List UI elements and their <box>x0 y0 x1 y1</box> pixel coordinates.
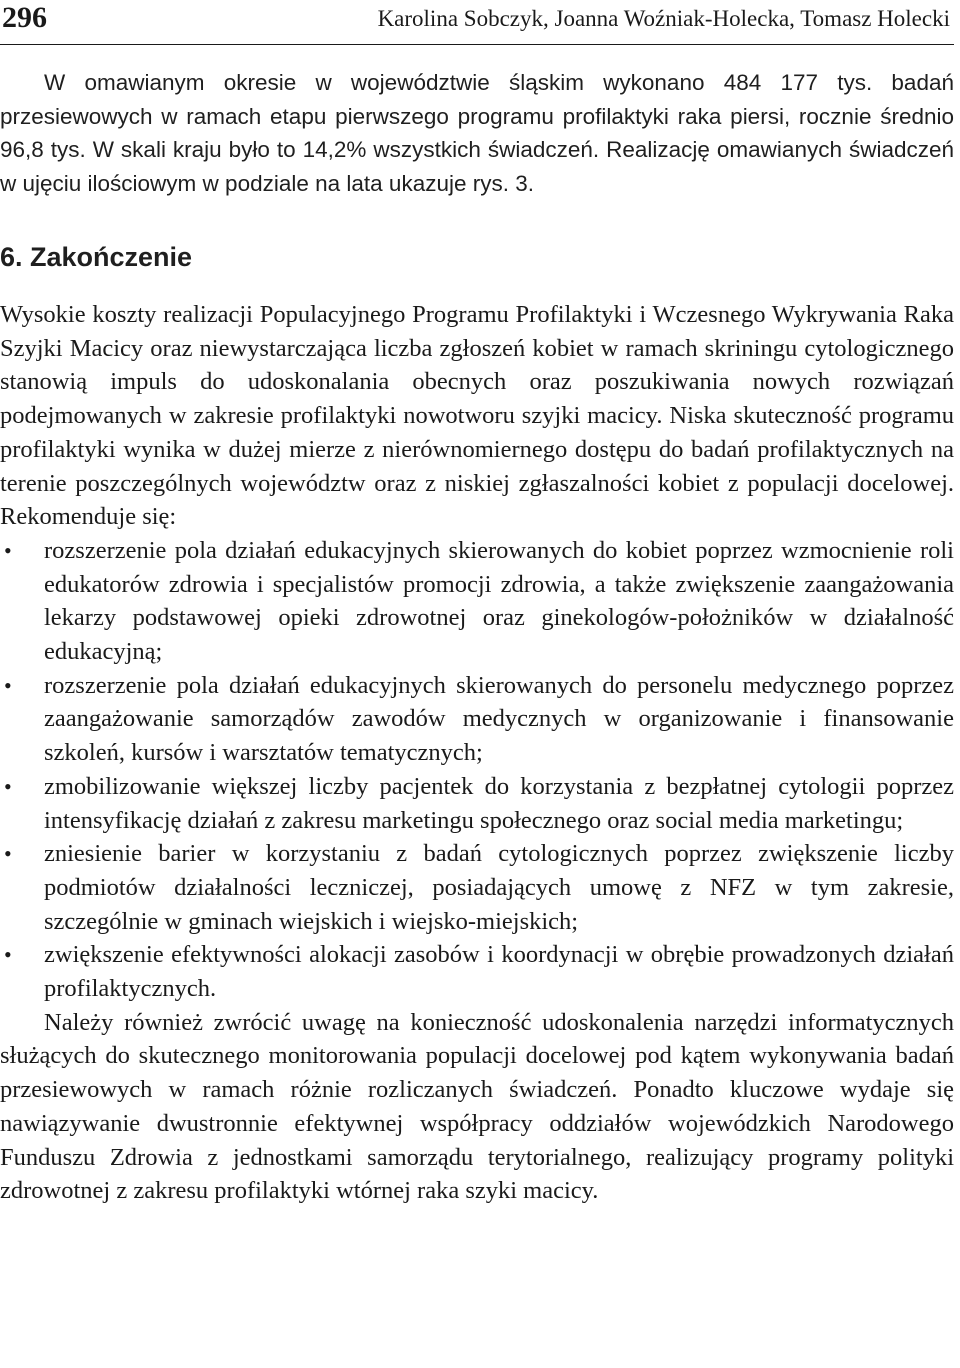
list-item <box>0 837 954 938</box>
conclusion-paragraph-2: Należy również zwrócić uwagę na konieczność udoskonalenia narzędzi informatycznych służących do skutecznego monitorowania populacji docelowej pod kątem wykonywania badań przesiewowych w ramach różnie rozliczanych świadczeń. Ponadto kluczowe wydaje się nawiązywanie dwustronnie efektywnej współpracy oddziałów wojewódzkich Narodowego Funduszu Zdrowia z jednostkami samorządu terytorialnego, realizujący programy polityki zdrowotnej z zakresu profilaktyki wtórnej raka szyki macicy. <box>0 1008 954 1205</box>
section-heading: 6. Zakończenie <box>0 242 193 272</box>
list-item <box>0 770 954 837</box>
bullet-icon: • <box>4 537 12 563</box>
conclusion-paragraph-1: Wysokie koszty realizacji Populacyjnego Programu Profilaktyki i Wczesnego Wykrywania Raka Szyjki Macicy oraz niewystarczająca liczba zgłoszeń kobiet w ramach skriningu cytologicznego stanowią impuls do udoskonalania obecnych oraz poszukiwania nowych rozwiązań podejmowanych w zakresie profilaktyki nowotworu szyjki macicy. Niska skuteczność programu profilaktyki wynika w dużej mierze z nierównomiernego dostępu do badań profilaktycznych na terenie poszczególnych województw oraz z niskiej zgłaszalności kobiet z populacji docelowej. Rekomenduje się: <box>0 301 954 531</box>
list-item <box>0 534 954 669</box>
list-item-text: zwiększenie efektywności alokacji zasobów i koordynacji w obrębie prowadzonych działań profilaktycznych. <box>44 941 954 1003</box>
bullet-icon: • <box>4 773 12 799</box>
list-item-text: rozszerzenie pola działań edukacyjnych skierowanych do kobiet poprzez wzmocnienie roli edukatorów zdrowia i specjalistów promocji zdrowia, a także zwiększenie zaangażowania lekarzy podstawowej opieki zdrowotnej oraz ginekologów-położników w działalność edukacyjną; <box>44 536 954 666</box>
list-item-text: zniesienie barier w korzystaniu z badań cytologicznych poprzez zwiększenie liczby podmiotów działalności leczniczej, posiadających umowę z NFZ w tym zakresie, szczególnie w gminach wiejskich i wiejsko-miejskich; <box>44 840 954 935</box>
bullet-icon: • <box>4 841 12 867</box>
running-head-authors: Karolina Sobczyk, Joanna Woźniak-Holecka, Tomasz Holecki <box>377 6 950 31</box>
bullet-icon: • <box>4 942 12 968</box>
list-item-text: zmobilizowanie większej liczby pacjentek do korzystania z bezpłatnej cytologii poprzez intensyfikację działań z zakresu marketingu społecznego oraz social media marketingu; <box>44 772 954 834</box>
bullet-icon: • <box>4 672 12 698</box>
list-item <box>0 669 954 770</box>
page-content <box>0 66 954 1208</box>
intro-paragraph: W omawianym okresie w województwie śląskim wykonano 484 177 tys. badań przesiewowych w ramach etapu pierwszego programu profilaktyki raka piersi, rocznie średnio 96,8 tys. W skali kraju było to 14,2% wszystkich świadczeń. Realizację omawianych świadczeń w ujęciu ilościowym w podziale na lata ukazuje rys. 3. <box>0 70 954 196</box>
page-header <box>0 0 954 45</box>
list-item <box>0 938 954 1005</box>
recommendations-list <box>0 534 954 1006</box>
list-item-text: rozszerzenie pola działań edukacyjnych skierowanych do personelu medycznego poprzez zaangażowanie samorządów zawodów medycznych w organizowanie i finansowanie szkoleń, kursów i warsztatów tematycznych; <box>44 671 954 767</box>
page-number: 296 <box>2 1 47 34</box>
